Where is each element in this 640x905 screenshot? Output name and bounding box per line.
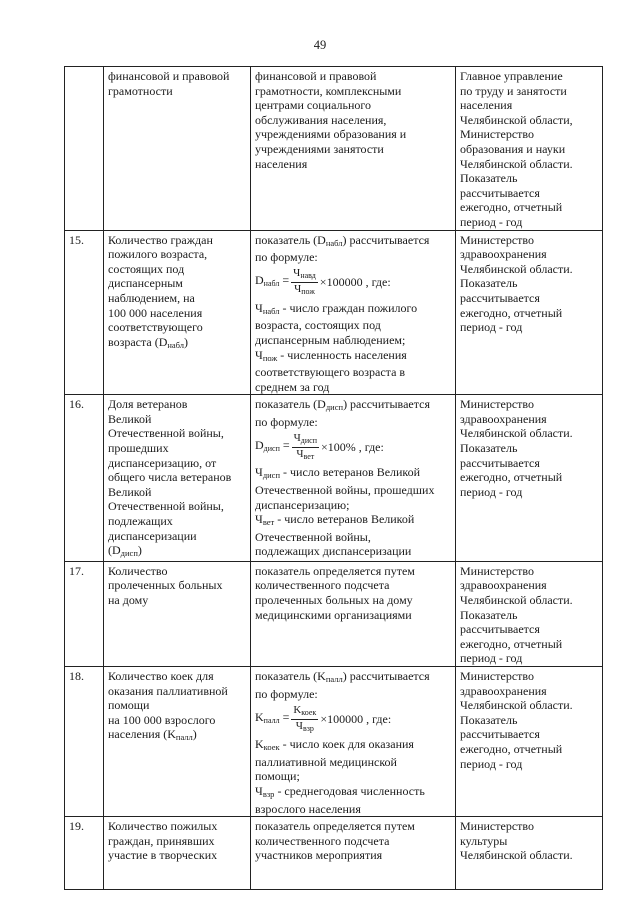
responsible-line: Министерство (460, 232, 534, 247)
formula-fraction (292, 432, 319, 463)
name-line: населения $(K_{палл})$ (108, 727, 197, 743)
formula-lhs: Dдисп = (255, 438, 290, 454)
responsible-line: рассчитывается (460, 622, 540, 637)
responsible-body (456, 561, 603, 666)
name-line: $(D_{дисп})$ (108, 543, 142, 559)
responsible-line: Челябинской области. (460, 426, 573, 441)
indicator-name (104, 561, 251, 666)
name-line: пожилого возраста, (108, 247, 208, 262)
name-line: прошедших (108, 441, 169, 456)
responsible-line: Показатель (460, 171, 518, 186)
definition-line: взрослого населения (255, 801, 361, 816)
definition-line: показатель $(K_{палл})$ рассчитывается (255, 668, 430, 684)
denominator-sub: вет (303, 451, 315, 461)
responsible-line: культуры (460, 833, 508, 848)
responsible-line: Министерство (460, 819, 534, 834)
responsible-line: ежегодно, отчетный (460, 305, 563, 320)
indicator-name (104, 666, 251, 816)
definition-line: учреждениями образования и (255, 127, 407, 142)
name-line: грамотности (108, 83, 173, 98)
indicator-table (64, 66, 603, 890)
name-line: соответствующего (108, 320, 203, 335)
responsible-line: Главное управление (460, 69, 563, 83)
definition-line: центрами социального (255, 98, 372, 113)
indicator-definition (251, 666, 456, 816)
denominator-sub: взр (302, 723, 314, 733)
responsible-line: здравоохранения (460, 411, 547, 426)
table-row (65, 561, 603, 666)
definition-line: возраста, состоящих под (255, 318, 381, 333)
name-line: Количество (108, 563, 168, 578)
indicator-definition (251, 561, 456, 666)
definition-line: $Ч_{набл}$ - число граждан пожилого (255, 300, 418, 316)
responsible-line: период - год (460, 320, 523, 335)
subscript: палл (325, 673, 343, 684)
definition-line: пролеченных больных на дому (255, 593, 413, 607)
responsible-line: Челябинской области. (460, 848, 573, 863)
definition-line: медицинскими организациями (255, 607, 412, 622)
indicator-name (104, 817, 251, 890)
formula-lhs-sub: палл (263, 715, 280, 725)
subscript: набл (167, 339, 185, 350)
row-number (65, 67, 104, 231)
indicator-definition (251, 230, 456, 395)
definition-line: грамотности, комплексными (255, 83, 402, 98)
definition-line: количественного подсчета (255, 833, 390, 848)
subscript: вет (262, 517, 275, 528)
table-row (65, 666, 603, 816)
formula-multiplier: ×100000 , где: (320, 711, 392, 726)
definition-line: показатель $(D_{набл})$ рассчитывается (255, 232, 430, 248)
name-line: финансовой и правовой (108, 69, 230, 83)
responsible-line: ежегодно, отчетный (460, 741, 563, 756)
name-line: Количество граждан (108, 232, 213, 247)
formula-fraction (291, 267, 318, 298)
definition-line: по формуле: (255, 250, 318, 265)
responsible-line: период - год (460, 484, 523, 499)
row-number: 15. (65, 230, 104, 395)
indicator-name (104, 67, 251, 231)
name-line: на 100 000 взрослого (108, 712, 216, 727)
name-line: пролеченных больных (108, 578, 223, 593)
formula (255, 704, 451, 734)
indicator-definition (251, 67, 456, 231)
definition-line: помощи; (255, 769, 300, 784)
table-row (65, 67, 603, 231)
definition-line: обслуживания населения, (255, 112, 387, 127)
formula-lhs-sub: дисп (263, 444, 280, 454)
definition-line: Отечественной войны, (255, 529, 371, 544)
table-row (65, 395, 603, 562)
definition-line: подлежащих диспансеризации (255, 544, 412, 559)
responsible-body (456, 395, 603, 562)
definition-line: $K_{коек}$ - число коек для оказания (255, 737, 414, 753)
definition-line: финансовой и правовой (255, 69, 377, 83)
definition-line: диспансерным наблюдением; (255, 332, 406, 347)
subscript: набл (262, 305, 280, 316)
definition-line: диспансеризацию; (255, 497, 350, 512)
formula-lhs: Kпалл = (255, 709, 290, 725)
row-number: 16. (65, 395, 104, 562)
denominator-sub: пож (301, 287, 315, 297)
definition-line: участников мероприятия (255, 848, 383, 863)
name-line: Количество пожилых (108, 819, 218, 834)
responsible-line: Показатель (460, 712, 518, 727)
responsible-line: Показатель (460, 607, 518, 622)
formula-denominator: Чвзр (295, 719, 314, 733)
name-line: диспансерным (108, 276, 183, 291)
responsible-line: здравоохранения (460, 578, 547, 593)
name-line: Великой (108, 484, 152, 499)
subscript: коек (263, 742, 280, 753)
name-line: состоящих под (108, 261, 185, 276)
name-line: граждан, принявших (108, 833, 215, 848)
subscript: дисп (325, 402, 344, 413)
row-number: 18. (65, 666, 104, 816)
subscript: дисп (120, 548, 138, 559)
numerator-sub: навд (300, 271, 316, 281)
indicator-name (104, 230, 251, 395)
table-row (65, 230, 603, 395)
responsible-line: Челябинской области, (460, 112, 573, 127)
definition-line: показатель определяется путем (255, 563, 415, 578)
responsible-line: период - год (460, 214, 523, 229)
indicator-name (104, 395, 251, 562)
name-line: Великой (108, 411, 152, 426)
responsible-line: ежегодно, отчетный (460, 470, 563, 485)
responsible-body (456, 67, 603, 231)
formula-numerator: Kкоек (291, 704, 318, 720)
name-line: наблюдением, на (108, 290, 195, 305)
row-number: 17. (65, 561, 104, 666)
formula-denominator: Чвет (296, 447, 315, 461)
responsible-line: здравоохранения (460, 683, 547, 698)
name-line: 100 000 населения (108, 305, 203, 320)
responsible-body (456, 230, 603, 395)
name-line: на дому (108, 593, 149, 607)
definition-line: количественного подсчета (255, 578, 390, 593)
responsible-line: здравоохранения (460, 247, 547, 262)
page-number: 49 (313, 38, 327, 52)
responsible-line: Челябинской области. (460, 261, 573, 276)
responsible-line: рассчитывается (460, 727, 540, 742)
definition-line: по формуле: (255, 414, 318, 429)
responsible-line: период - год (460, 756, 523, 771)
name-line: возраста $(D_{набл})$ (108, 334, 189, 350)
responsible-line: рассчитывается (460, 455, 540, 470)
subscript: взр (262, 788, 275, 799)
indicator-definition (251, 395, 456, 562)
responsible-line: образования и науки (460, 141, 566, 156)
formula-numerator: Чнавд (291, 267, 318, 283)
definition-line: $Ч_{взр}$ - среднегодовая численность (255, 783, 425, 799)
responsible-line: Министерство (460, 127, 534, 142)
name-line: диспансеризацию, от (108, 455, 217, 470)
responsible-line: населения (460, 98, 513, 113)
definition-line: Отечественной войны, прошедших (255, 483, 435, 498)
definition-line: населения (255, 156, 308, 171)
table-body (65, 67, 603, 890)
name-line: Отечественной войны, (108, 499, 224, 514)
definition-line: среднем за год (255, 379, 330, 394)
indicator-definition (251, 817, 456, 890)
formula-multiplier: ×100% , где: (320, 440, 384, 455)
name-line: общего числа ветеранов (108, 470, 232, 485)
definition-line: $Ч_{вет}$ - число ветеранов Великой (255, 512, 415, 528)
responsible-body (456, 666, 603, 816)
formula-lhs: Dнабл = (255, 273, 290, 289)
name-line: помощи (108, 698, 150, 713)
responsible-line: ежегодно, отчетный (460, 200, 563, 215)
name-line: Количество коек для (108, 668, 214, 683)
definition-line: показатель $(D_{дисп})$ рассчитывается (255, 397, 430, 413)
name-line: оказания паллиативной (108, 683, 228, 698)
formula (255, 268, 451, 298)
formula-multiplier: ×100000 , где: (319, 275, 391, 290)
responsible-line: Министерство (460, 397, 534, 412)
responsible-line: Челябинской области. (460, 698, 573, 713)
definition-line: соответствующего возраста в (255, 365, 406, 380)
definition-line: $Ч_{пож}$ - численность населения (255, 347, 407, 363)
definition-line: по формуле: (255, 686, 318, 701)
responsible-line: Челябинской области. (460, 593, 573, 607)
definition-line: $Ч_{дисп}$ - число ветеранов Великой (255, 465, 421, 481)
responsible-line: рассчитывается (460, 290, 540, 305)
definition-line: паллиативной медицинской (255, 754, 397, 769)
name-line: Отечественной войны, (108, 426, 224, 441)
responsible-line: Министерство (460, 668, 534, 683)
row-number: 19. (65, 817, 104, 890)
name-line: участие в творческих (108, 848, 218, 863)
subscript: палл (175, 732, 193, 743)
responsible-line: Показатель (460, 276, 518, 291)
table-row (65, 817, 603, 890)
subscript: дисп (262, 470, 281, 481)
name-line: диспансеризации (108, 528, 197, 543)
responsible-line: Министерство (460, 563, 534, 578)
formula (255, 432, 451, 462)
formula-fraction (291, 704, 318, 735)
responsible-line: период - год (460, 651, 523, 666)
responsible-line: Челябинской области. (460, 156, 573, 171)
name-line: подлежащих (108, 514, 173, 529)
formula-lhs-sub: набл (263, 279, 280, 289)
responsible-line: по труду и занятости (460, 83, 567, 98)
numerator-sub: коек (301, 707, 317, 717)
subscript: пож (262, 352, 278, 363)
numerator-sub: дисп (300, 435, 317, 445)
responsible-line: Показатель (460, 441, 518, 456)
name-line: Доля ветеранов (108, 397, 188, 412)
definition-line: показатель определяется путем (255, 819, 415, 834)
formula-numerator: Чдисп (292, 432, 319, 448)
responsible-line: ежегодно, отчетный (460, 636, 563, 651)
responsible-body (456, 817, 603, 890)
responsible-line: рассчитывается (460, 185, 540, 200)
subscript: набл (325, 237, 343, 248)
formula-denominator: Чпож (294, 283, 315, 297)
definition-line: учреждениями занятости (255, 141, 384, 156)
